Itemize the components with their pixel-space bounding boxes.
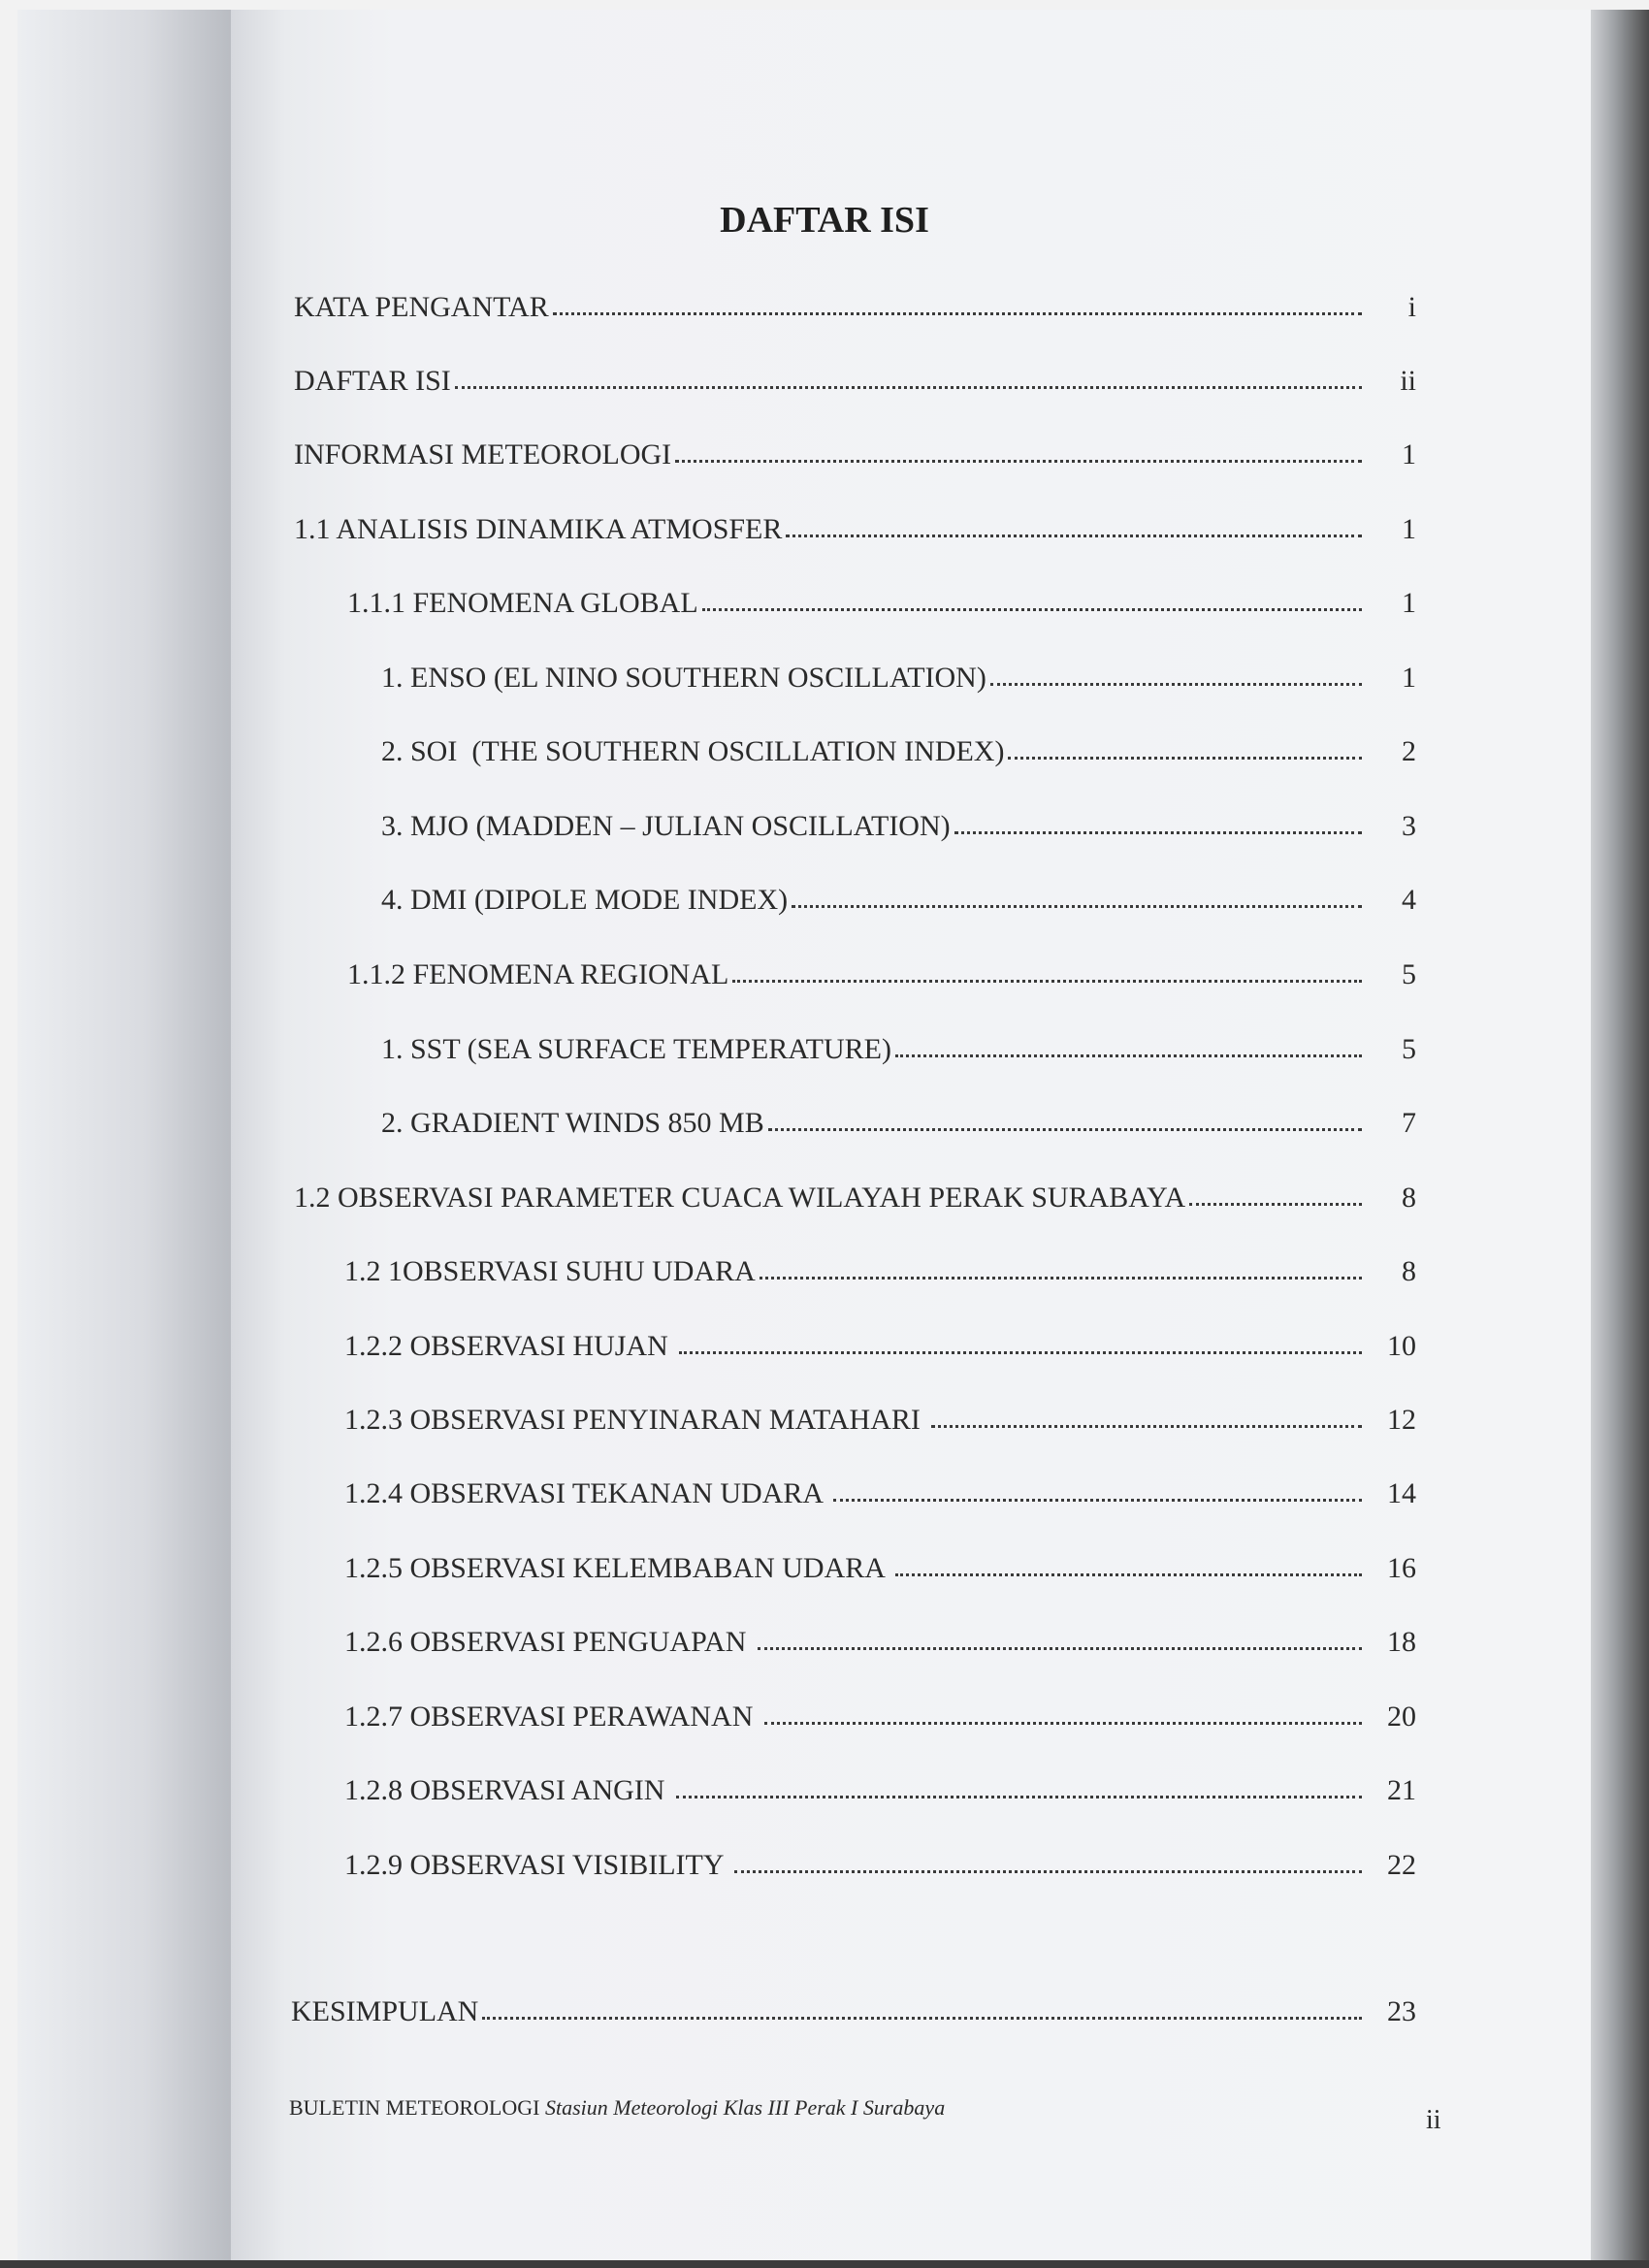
toc-row — [344, 1246, 1416, 1288]
dot-leader — [482, 2016, 1362, 2020]
footer-station-name: Stasiun Meteorologi Klas III Perak I Surabaya — [544, 2095, 946, 2120]
footer-bulletin-name: BULETIN METEOROLOGI — [289, 2095, 545, 2120]
toc-row — [294, 1172, 1416, 1215]
toc-page-number: 5 — [1402, 1033, 1416, 1065]
toc-label: 1.1 ANALISIS DINAMIKA ATMOSFER — [294, 513, 783, 545]
toc-row — [294, 281, 1416, 324]
toc-row — [344, 1320, 1416, 1363]
toc-page-number: 20 — [1387, 1701, 1416, 1733]
toc-label: DAFTAR ISI — [294, 365, 451, 397]
toc-row — [344, 1468, 1416, 1510]
dot-leader — [732, 979, 1362, 983]
toc-label: 1. SST (SEA SURFACE TEMPERATURE) — [381, 1033, 891, 1065]
dot-leader — [553, 311, 1362, 315]
toc-label: 1.2.5 OBSERVASI KELEMBABAN UDARA — [344, 1552, 891, 1584]
toc-row — [294, 429, 1416, 471]
toc-page-number: 2 — [1402, 735, 1416, 767]
toc-page-number: 3 — [1402, 810, 1416, 842]
toc-row — [347, 577, 1416, 620]
toc-page-number: 14 — [1387, 1477, 1416, 1509]
toc-label: 1. ENSO (EL NINO SOUTHERN OSCILLATION) — [381, 662, 986, 694]
dot-leader — [675, 459, 1362, 463]
toc-label: INFORMASI METEOROLOGI — [294, 438, 672, 470]
toc-label: 1.1.1 FENOMENA GLOBAL — [347, 587, 698, 619]
dot-leader — [895, 1053, 1362, 1057]
toc-row — [381, 874, 1416, 917]
toc-row — [344, 1839, 1416, 1882]
toc-row — [344, 1765, 1416, 1807]
dot-leader — [768, 1127, 1362, 1131]
dot-leader — [676, 1795, 1362, 1798]
dot-leader — [954, 830, 1362, 834]
dot-leader — [792, 904, 1362, 908]
toc-label: 1.2 OBSERVASI PARAMETER CUACA WILAYAH PERAK SURABAYA — [294, 1182, 1186, 1214]
dot-leader — [1189, 1202, 1362, 1206]
toc-page-number: 21 — [1387, 1774, 1416, 1806]
toc-row — [381, 800, 1416, 843]
dot-leader — [1008, 756, 1362, 760]
toc-page-number: 10 — [1387, 1330, 1416, 1362]
dot-leader — [679, 1350, 1362, 1354]
toc-page-number: i — [1407, 291, 1416, 323]
toc-page-number: 8 — [1402, 1255, 1416, 1287]
toc-page-number: 1 — [1402, 587, 1416, 619]
dot-leader — [786, 534, 1362, 537]
toc-label: 2. GRADIENT WINDS 850 MB — [381, 1107, 764, 1139]
toc-page-number: 22 — [1387, 1849, 1416, 1881]
toc-page-number: ii — [1400, 365, 1416, 397]
dot-leader — [764, 1721, 1362, 1725]
toc-label: KATA PENGANTAR — [294, 291, 549, 323]
toc-row — [291, 1986, 1416, 2028]
page-title: DAFTAR ISI — [720, 200, 929, 241]
toc-row — [344, 1542, 1416, 1585]
page-footer — [289, 2095, 945, 2121]
toc-label: 1.2.6 OBSERVASI PENGUAPAN — [344, 1626, 754, 1658]
toc-page-number: 5 — [1402, 958, 1416, 990]
dot-leader — [455, 385, 1362, 389]
toc-label: 1.2.2 OBSERVASI HUJAN — [344, 1330, 676, 1362]
dot-leader — [895, 1572, 1362, 1576]
toc-label: 4. DMI (DIPOLE MODE INDEX) — [381, 884, 789, 916]
toc-page-number: 7 — [1402, 1107, 1416, 1139]
toc-page-number: 16 — [1387, 1552, 1416, 1584]
toc-page-number: 8 — [1402, 1182, 1416, 1214]
toc-label: 1.2.4 OBSERVASI TEKANAN UDARA — [344, 1477, 829, 1509]
dot-leader — [702, 607, 1362, 611]
toc-row — [344, 1394, 1416, 1437]
dot-leader — [931, 1424, 1362, 1428]
toc-page-number: 23 — [1387, 1995, 1416, 2027]
footer-page-number: ii — [1426, 2105, 1441, 2135]
toc-row — [344, 1616, 1416, 1659]
toc-label: 1.1.2 FENOMENA REGIONAL — [347, 958, 729, 990]
dot-leader — [760, 1276, 1362, 1280]
dot-leader — [734, 1869, 1362, 1873]
toc-row — [294, 503, 1416, 546]
toc-row — [381, 726, 1416, 768]
dot-leader — [758, 1646, 1362, 1650]
toc-label: 1.2.3 OBSERVASI PENYINARAN MATAHARI — [344, 1404, 928, 1436]
toc-label: 2. SOI (THE SOUTHERN OSCILLATION INDEX) — [381, 735, 1005, 767]
toc-row — [381, 1023, 1416, 1066]
dot-leader — [990, 682, 1362, 686]
toc-row — [381, 1097, 1416, 1140]
toc-row — [381, 652, 1416, 695]
toc-label: 1.2.9 OBSERVASI VISIBILITY — [344, 1849, 730, 1881]
toc-label: KESIMPULAN — [291, 1995, 479, 2027]
toc-row — [294, 355, 1416, 398]
toc-page-number: 12 — [1387, 1404, 1416, 1436]
dot-leader — [833, 1498, 1362, 1502]
toc-page-number: 1 — [1402, 513, 1416, 545]
toc-page-number: 18 — [1387, 1626, 1416, 1658]
toc-label: 3. MJO (MADDEN – JULIAN OSCILLATION) — [381, 810, 951, 842]
toc-label: 1.2.8 OBSERVASI ANGIN — [344, 1774, 672, 1806]
toc-row — [344, 1691, 1416, 1733]
toc-label: 1.2.7 OBSERVASI PERAWANAN — [344, 1701, 760, 1733]
toc-page-number: 1 — [1402, 662, 1416, 694]
toc-label: 1.2 1OBSERVASI SUHU UDARA — [344, 1255, 756, 1287]
toc-page-number: 1 — [1402, 438, 1416, 470]
toc-row — [347, 949, 1416, 991]
toc-page-number: 4 — [1402, 884, 1416, 916]
